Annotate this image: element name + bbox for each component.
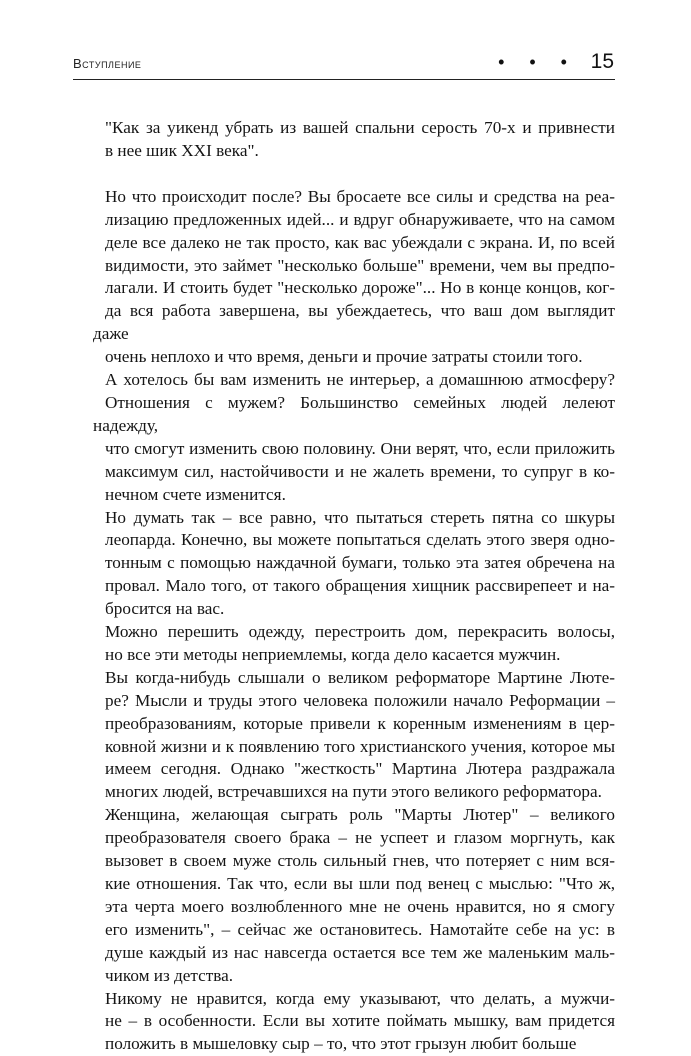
paragraph [93,988,615,1056]
text-line: в нее шик XXI века". [105,140,259,160]
text-line: деле все далеко не так просто, как вас убеждали с экрана. И, по всей [105,232,615,252]
text-line: имеем сегодня. Однако "жесткость" Мартина Лютера раздражала [105,759,615,779]
text-line: душе каждый из нас навсегда остается все тем же маленьким маль- [105,942,615,962]
text-line: лагали. И стоить будет "несколько дороже"... Но в конце концов, ког- [105,278,615,298]
text-line: максимум сил, настойчивости и не жалеть времени, то супруг в ко- [105,461,615,481]
text-line: не – в особенности. Если вы хотите поймать мышку, вам придется [105,1011,615,1031]
text-line: Можно перешить одежду, перестроить дом, перекрасить волосы, [105,622,615,642]
text-line: очень неплохо и что время, деньги и прочие затраты стоили того. [105,347,583,367]
page-number: 15 [590,50,614,73]
text-line: но все эти методы неприемлемы, когда дело касается мужчин. [105,644,561,664]
text-line: Но думать так – все равно, что пытаться стереть пятна со шкуры [105,507,615,527]
text-line: провал. Мало того, от такого обращения хищник рассвирепеет и на- [105,576,615,596]
text-line: преобразованиям, которые привели к коренным изменениям в цер- [105,713,615,733]
text-line: многих людей, встречавшихся на пути этого великого реформатора. [105,782,602,802]
text-line: Вы когда-нибудь слышали о великом реформаторе Мартине Люте- [105,667,615,687]
header-rule [73,79,615,80]
text-line: видимости, это займет "несколько больше" времени, чем вы предпо- [105,255,615,275]
text-line: эта черта моего возлюбленного мне не очень нравится, но я смогу [105,896,615,916]
text-line: Но что происходит после? Вы бросаете все силы и средства на реа- [105,186,615,206]
page-body [93,117,615,1056]
paragraph [93,369,615,506]
text-line: Отношения с мужем? Большинство семейных людей лелеют надежду, [93,392,615,435]
text-line: "Как за уикенд убрать из вашей спальни серость 70-х и привнести [105,118,615,137]
text-line: тонным с помощью наждачной бумаги, только эта затея обречена на [105,553,615,573]
running-header [73,50,615,80]
text-line: положить в мышеловку сыр – то, что этот грызун любит больше [105,1034,577,1054]
text-line: Женщина, желающая сыграть роль "Марты Лютер" – великого [105,805,615,825]
text-line: ковной жизни и к появлению того христианского учения, которое мы [105,736,615,756]
text-line: А хотелось бы вам изменить не интерьер, а домашнюю атмосферу? [105,370,615,390]
text-line: его изменить", – сейчас же остановитесь. Намотайте себе на ус: в [105,919,615,939]
paragraph [93,804,615,987]
paragraph [93,507,615,622]
paragraph [93,186,615,369]
text-line: леопарда. Конечно, вы можете попытаться сделать этого зверя одно- [105,530,615,550]
text-line: нечном счете изменится. [105,484,286,504]
text-line: бросится на вас. [105,599,225,619]
text-line: да вся работа завершена, вы убеждаетесь, что ваш дом выглядит даже [93,301,615,344]
text-line: Никому не нравится, когда ему указывают, что делать, а мужчи- [105,988,615,1008]
text-line: что смогут изменить свою половину. Они верят, что, если приложить [105,438,615,458]
paragraph [93,667,615,804]
text-line: лизацию предложенных идей... и вдруг обнаруживаете, что на самом [105,209,615,229]
text-line: ре? Мысли и труды этого человека положили начало Реформации – [105,690,615,710]
text-line: кие отношения. Так что, если вы шли под венец с мыслью: "Что ж, [105,874,615,893]
header-dots: • • • [498,52,577,72]
text-line: чиком из детства. [105,965,234,985]
text-line: преобразователя своего брака – не успеет и глазом моргнуть, как [105,828,615,848]
chapter-title: Вступление [73,56,142,71]
paragraph [93,621,615,667]
quote-paragraph [93,117,615,163]
text-line: вызовет в своем муже столь сильный гнев, что потеряет с ним вся- [105,851,615,871]
